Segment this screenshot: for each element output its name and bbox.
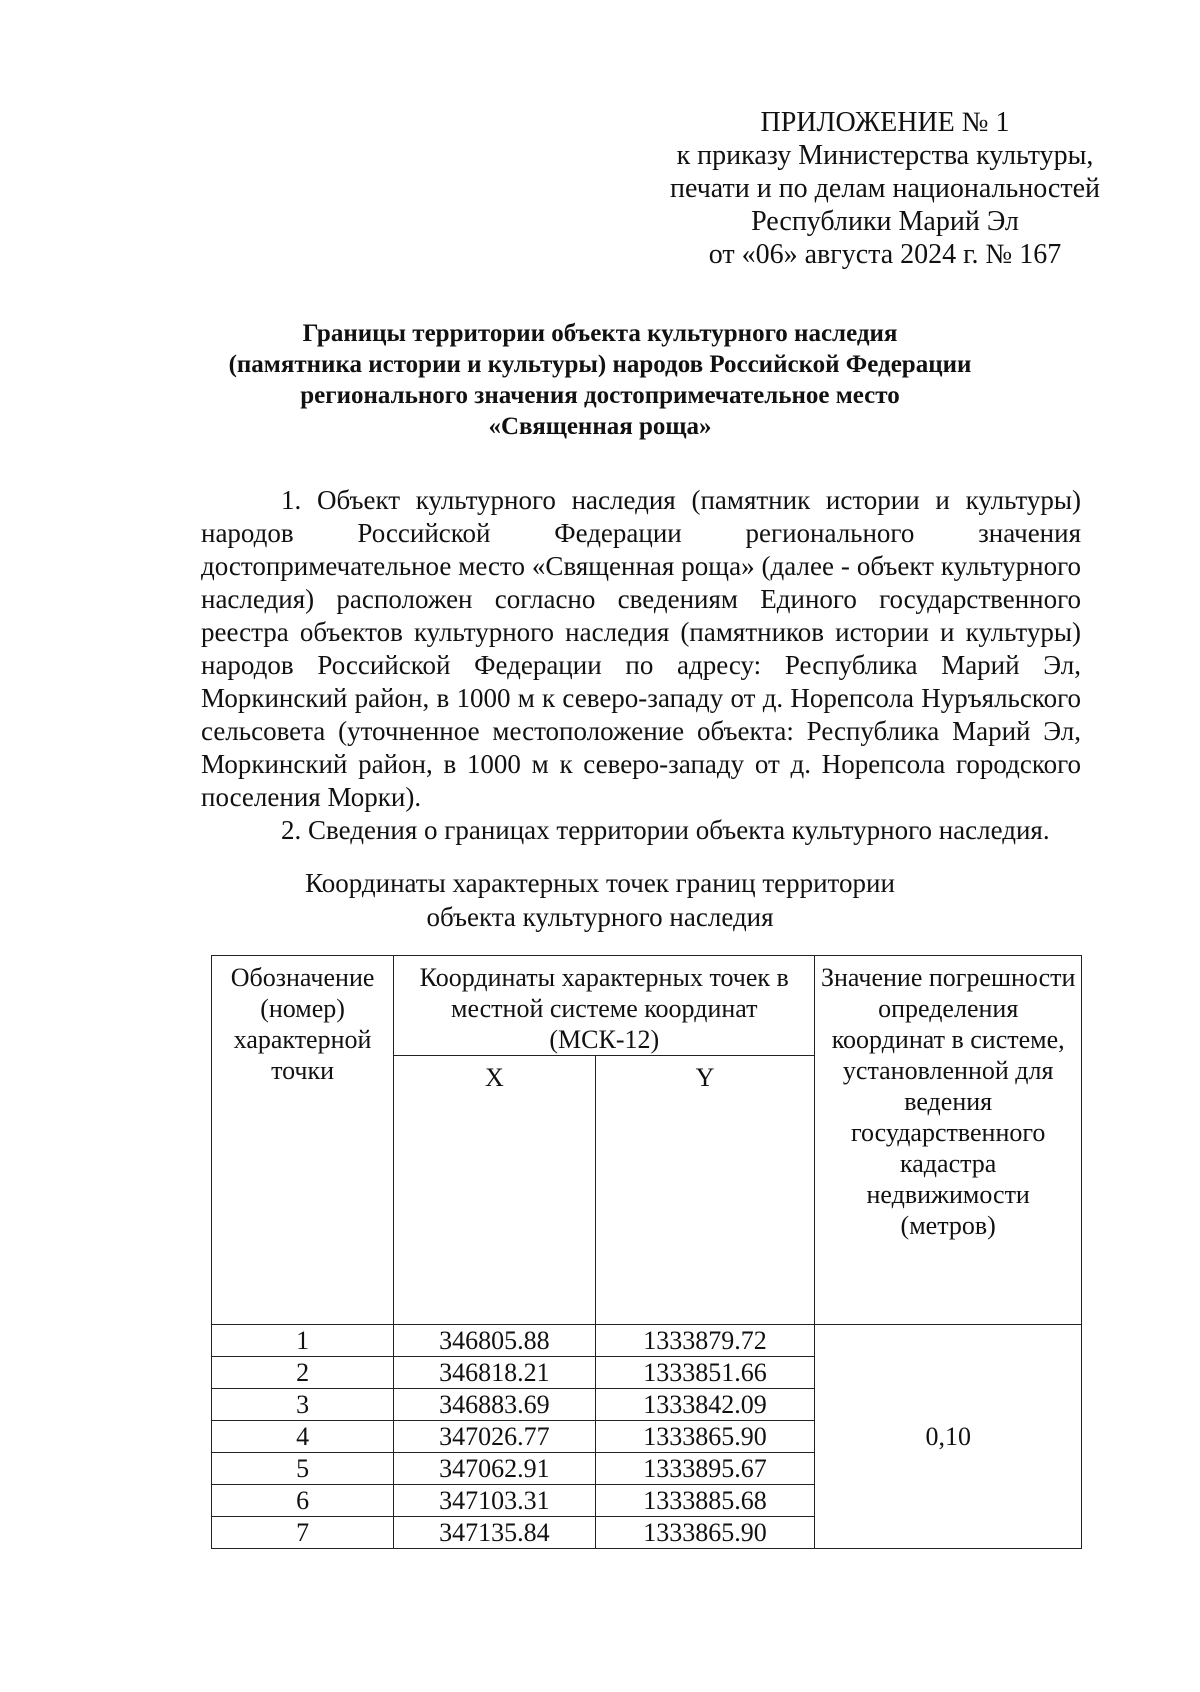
- x-coordinate-cell: 346805.88: [394, 1325, 595, 1357]
- title-line: Границы территории объекта культурного наследия: [302, 320, 898, 347]
- point-number-cell: 7: [212, 1517, 394, 1549]
- point-number-cell: 2: [212, 1357, 394, 1389]
- appendix-date-line: от «06» августа 2024 г. № 167: [708, 239, 1062, 270]
- header-x: X: [394, 1056, 595, 1325]
- paragraph-1: 1. Объект культурного наследия (памятник истории и культуры) народов Российской Федерации регионального значения достопримечательное место «Священная роща» (далее - объект культурного наследия) расположен согласно сведениям Единого государственного реестра объектов культурного наследия (памятников истории и культуры) народов Российской Федерации по адресу: Республика Марий Эл, Моркинский район, в 1000 м к северо-западу от д. Норепсола Нуръяльского сельсовета (уточненное местоположение объекта: Республика Марий Эл, Моркинский район, в 1000 м к северо-западу от д. Норепсола городского поселения Морки).: [201, 485, 1081, 812]
- x-coordinate-cell: 347135.84: [394, 1517, 595, 1549]
- point-number-cell: 4: [212, 1421, 394, 1453]
- document-title: [160, 318, 1040, 442]
- y-coordinate-cell: 1333865.90: [595, 1517, 815, 1549]
- header-point-number: Обозначение (номер) характерной точки: [212, 956, 394, 1325]
- title-line: «Священная роща»: [488, 413, 712, 440]
- y-coordinate-cell: 1333879.72: [595, 1325, 815, 1357]
- x-coordinate-cell: 347103.31: [394, 1485, 595, 1517]
- appendix-line: печати и по делам национальностей: [669, 173, 1101, 204]
- x-coordinate-cell: 347062.91: [394, 1453, 595, 1485]
- appendix-header: [650, 106, 1120, 271]
- x-coordinate-cell: 347026.77: [394, 1421, 595, 1453]
- table-caption: [240, 866, 960, 934]
- table-row: [212, 1325, 1082, 1357]
- body-text: [201, 484, 1081, 847]
- point-number-cell: 3: [212, 1389, 394, 1421]
- y-coordinate-cell: 1333851.66: [595, 1357, 815, 1389]
- appendix-title: ПРИЛОЖЕНИЕ № 1: [760, 107, 1010, 138]
- header-error-value: Значение погрешности определения координат в системе, установленной для ведения государственного кадастра недвижимости (метров): [815, 956, 1082, 1325]
- y-coordinate-cell: 1333895.67: [595, 1453, 815, 1485]
- title-line: регионального значения достопримечательное место: [300, 382, 900, 409]
- table-caption-line: объекта культурного наследия: [426, 902, 774, 932]
- y-coordinate-cell: 1333842.09: [595, 1389, 815, 1421]
- header-y: Y: [595, 1056, 815, 1325]
- coordinates-table: [211, 955, 1082, 1549]
- x-coordinate-cell: 346883.69: [394, 1389, 595, 1421]
- x-coordinate-cell: 346818.21: [394, 1357, 595, 1389]
- table-caption-line: Координаты характерных точек границ территории: [305, 868, 895, 898]
- error-value-cell: 0,10: [815, 1325, 1082, 1549]
- y-coordinate-cell: 1333865.90: [595, 1421, 815, 1453]
- appendix-line: к приказу Министерства культуры,: [676, 140, 1094, 171]
- title-line: (памятника истории и культуры) народов Российской Федерации: [228, 351, 972, 378]
- paragraph-2: 2. Сведения о границах территории объекта культурного наследия.: [281, 815, 1050, 845]
- point-number-cell: 5: [212, 1453, 394, 1485]
- point-number-cell: 6: [212, 1485, 394, 1517]
- appendix-line: Республики Марий Эл: [751, 206, 1019, 237]
- header-coordinates: Координаты характерных точек в местной системе координат (МСК-12): [394, 956, 815, 1056]
- y-coordinate-cell: 1333885.68: [595, 1485, 815, 1517]
- point-number-cell: 1: [212, 1325, 394, 1357]
